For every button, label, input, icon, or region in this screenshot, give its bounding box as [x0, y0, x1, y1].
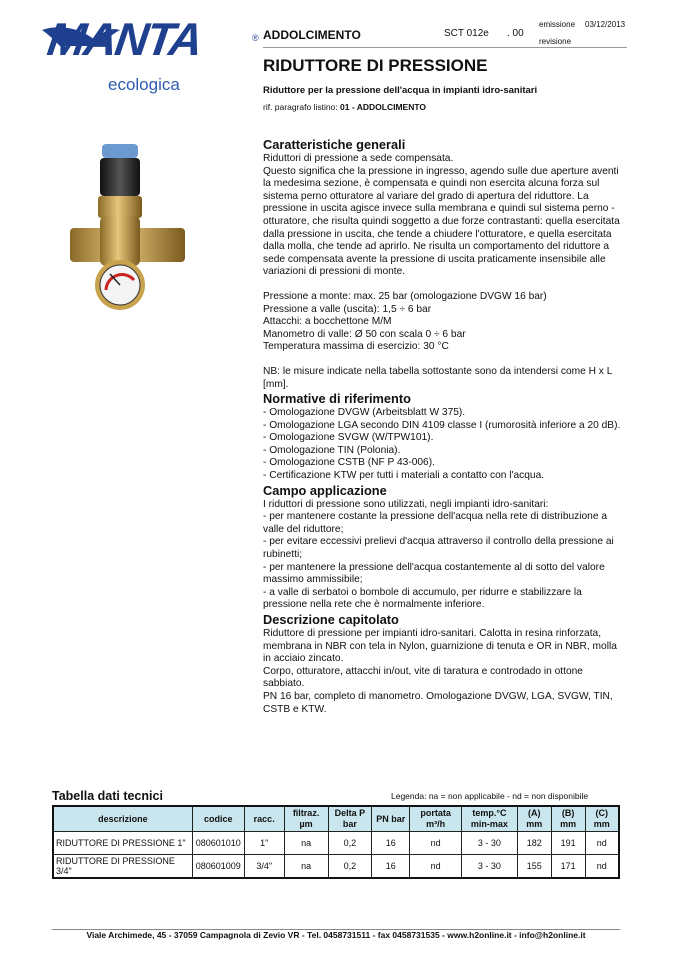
table-cell: nd	[585, 832, 619, 855]
table-cell: 155	[517, 855, 551, 879]
spec-line: Temperatura massima di esercizio: 30 °C	[263, 341, 449, 353]
list-item: - a valle di serbatoi o bombole di accumulo, per ridurre e stabilizzare la pressione nella rete che è normalmente inferiore.	[263, 586, 582, 611]
header-sct-code: SCT 012e	[444, 28, 489, 39]
spec-line: Pressione a monte: max. 25 bar (omologazione DVGW 16 bar)	[263, 290, 547, 302]
list-item: - per evitare eccessivi prelievi d'acqua attraverso il controllo della pressione ai rubinetti;	[263, 536, 614, 561]
ref-paragraph	[263, 102, 426, 112]
revisione-label: revisione	[539, 37, 572, 46]
column-header: PN bar	[372, 806, 410, 832]
table-row	[53, 832, 619, 855]
header-section: ADDOLCIMENTO	[263, 28, 361, 42]
list-item: - Certificazione KTW per tutti i materiali a contatto con l'acqua.	[263, 470, 545, 482]
spec-line: Manometro di valle: Ø 50 con scala 0 ÷ 6 bar	[263, 328, 466, 340]
table-cell: 16	[372, 855, 410, 879]
table-cell: nd	[410, 832, 462, 855]
column-header: descrizione	[53, 806, 192, 832]
paragraph: Questo significa che la pressione in ingresso, agendo sulle due aperture aventi la medesima sezione, è compensata e quindi non esercita alcuna forza sul sistema perno otturatore al variare del grado di apertura del riduttore. La pressione in uscita agisce invece sulla membrana e quindi sul sistema perno - otturatore, che risulta quindi soggetto a due forze contrastanti: quella esercitata dalla pressione in uscita, che tende a chiudere l'otturatore, e quella esercitata dalla molla, che tende ad aprirlo. Ne risulta un comportamento del riduttore a sede compensata avente la pressione di uscita praticamente insensibile alle variazioni di pressioni di monte.	[263, 165, 620, 278]
table-cell: 3 - 30	[462, 855, 518, 879]
table-cell: 0,2	[328, 855, 372, 879]
paragraph: Riduttori di pressione a sede compensata.	[263, 153, 454, 164]
table-cell: RIDUTTORE DI PRESSIONE 1"	[53, 832, 192, 855]
note: NB: le misure indicate nella tabella sottostante sono da intendersi come H x L [mm].	[263, 365, 613, 390]
ref-label: rif. paragrafo listino:	[263, 102, 338, 112]
table-cell: 191	[551, 832, 585, 855]
list-item: - Omologazione SVGW (W/TPW101).	[263, 432, 434, 444]
list-item: - Omologazione TIN (Polonia).	[263, 444, 401, 456]
page-subtitle: Riduttore per la pressione dell'acqua in impianti idro-sanitari	[263, 85, 538, 96]
table-cell: RIDUTTORE DI PRESSIONE 3/4"	[53, 855, 192, 879]
header-divider	[263, 47, 627, 48]
table-cell: na	[284, 832, 328, 855]
heading-normative: Normative di riferimento	[263, 391, 411, 407]
table-cell: 3/4"	[244, 855, 284, 879]
list-item: - Omologazione CSTB (NF P 43-006).	[263, 457, 435, 469]
table-cell: na	[284, 855, 328, 879]
heading-capitolato: Descrizione capitolato	[263, 612, 399, 627]
spec-line: Attacchi: a bocchettone M/M	[263, 316, 392, 328]
emissione-label: emissione	[539, 20, 576, 29]
table-cell: 3 - 30	[462, 832, 518, 855]
column-header: racc.	[244, 806, 284, 832]
footer-address: Viale Archimede, 45 - 37059 Campagnola di Zevio VR - Tel. 0458731511 - fax 0458731535 - www.h2online.it - info@h2online.it	[86, 930, 586, 940]
paragraph: PN 16 bar, completo di manometro. Omologazione DVGW, LGA, SVGW, TIN, CSTB e KTW.	[263, 690, 613, 715]
column-header: portata m³/h	[410, 806, 462, 832]
table-cell: 080601009	[192, 855, 244, 879]
technical-data-table	[52, 805, 620, 879]
table-cell: 16	[372, 832, 410, 855]
body-content	[263, 137, 625, 716]
header-revision-number: . 00	[507, 28, 524, 39]
column-header: (B) mm	[551, 806, 585, 832]
table-legend: Legenda: na = non applicabile - nd = non disponibile	[391, 791, 589, 801]
column-header: temp.°C min-max	[462, 806, 518, 832]
list-item: I riduttori di pressione sono utilizzati, negli impianti idro-sanitari:	[263, 498, 549, 510]
column-header: codice	[192, 806, 244, 832]
logo-wordmark: MANTA	[44, 13, 205, 65]
heading-campo: Campo applicazione	[263, 482, 387, 498]
table-cell: nd	[585, 855, 619, 879]
emissione-date: 03/12/2013	[585, 20, 626, 29]
list-item: - per mantenere la pressione dell'acqua costantemente al di sotto del valore massimo ammissibile;	[263, 561, 605, 586]
logo-subtitle: ecologica	[108, 75, 180, 94]
table-cell: 0,2	[328, 832, 372, 855]
table-cell: 080601010	[192, 832, 244, 855]
column-header: (A) mm	[517, 806, 551, 832]
table-cell: 1"	[244, 832, 284, 855]
table-row	[53, 855, 619, 879]
list-item: - Omologazione DVGW (Arbeitsblatt W 375).	[263, 407, 466, 419]
ref-value: 01 - ADDOLCIMENTO	[340, 102, 426, 112]
page-title: RIDUTTORE DI PRESSIONE	[263, 56, 488, 75]
paragraph: Corpo, otturatore, attacchi in/out, vite di taratura e controdado in ottone sabbiato.	[263, 665, 583, 690]
table-cell: nd	[410, 855, 462, 879]
list-item: - Omologazione LGA secondo DIN 4109 classe I (rumorosità inferiore a 20 dB).	[263, 419, 621, 431]
paragraph: Riduttore di pressione per impianti idro-sanitari. Calotta in resina rinforzata, membrana in NBR con tela in Nylon, guarnizione di tenuta e OR in NBR, molla in acciaio zincato.	[263, 628, 617, 665]
spec-line: Pressione a valle (uscita): 1,5 ÷ 6 bar	[263, 303, 432, 315]
pressure-reducer-image	[70, 140, 185, 315]
table-cell: 182	[517, 832, 551, 855]
table-title: Tabella dati tecnici	[52, 789, 163, 803]
registered-mark: ®	[252, 33, 259, 43]
table-cell: 171	[551, 855, 585, 879]
column-header: Delta P bar	[328, 806, 372, 832]
table-header-row	[53, 806, 619, 832]
column-header: (C) mm	[585, 806, 619, 832]
column-header: filtraz. µm	[284, 806, 328, 832]
list-item: - per mantenere costante la pressione dell'acqua nella rete di distribuzione a valle del riduttore;	[263, 511, 607, 535]
heading-caratteristiche: Caratteristiche generali	[263, 137, 406, 152]
